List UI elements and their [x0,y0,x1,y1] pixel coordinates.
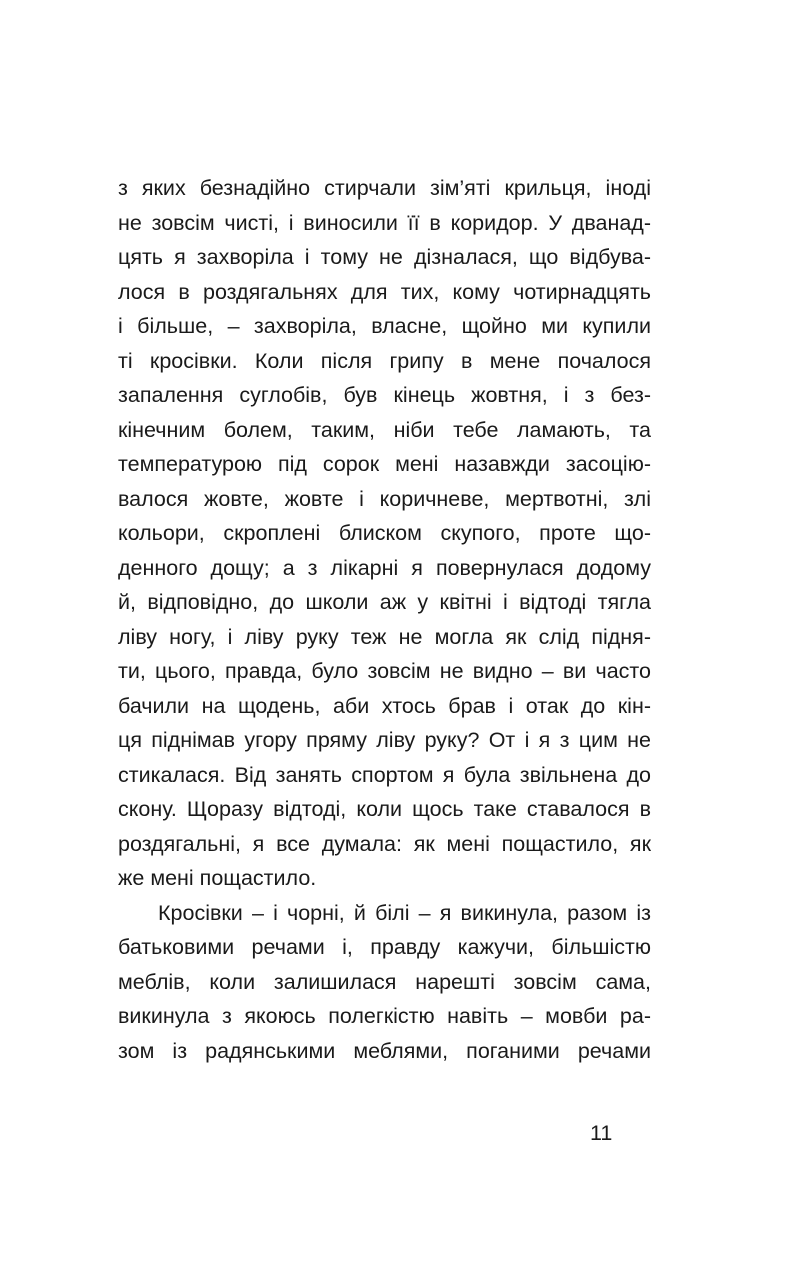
text-line: Кросівки – і чорні, й білі – я викинула, разом із [158,900,651,925]
text-line: валося жовте, жовте і коричневе, мертвотні, злі [118,486,651,511]
text-line: кольори, скроплені блиском скупого, проте що- [118,521,651,545]
text-line: ти, цього, правда, було зовсім не видно – ви часто [118,659,651,683]
text-line: зом із радянськими меблями, поганими речами [118,1038,651,1063]
text-line: бачили на щодень, аби хтось брав і отак до кін- [118,693,651,718]
text-line: скону. Щоразу відтоді, коли щось таке ставалося в [118,797,651,821]
text-line: викинула з якоюсь полегкістю навіть – мовби ра- [118,1004,651,1028]
text-line: з яких безнадійно стирчали зім’яті крильця, іноді [118,176,651,200]
text-line: стикалася. Від занять спортом я була звільнена до [118,762,651,787]
text-line: ті кросівки. Коли після грипу в мене почалося [118,348,651,373]
text-line: ця піднімав угору пряму ліву руку? От і я з цим не [118,728,651,752]
paragraph-2 [118,896,651,1069]
page-number: 11 [590,1121,613,1145]
text-line: кінечним болем, таким, ніби тебе ламають, та [118,417,651,442]
text-line: і більше, – захворіла, власне, щойно ми купили [118,314,651,338]
paragraph-1 [118,171,651,896]
text-line: температурою під сорок мені назавжди засоцію- [118,452,651,476]
text-line: же мені пощастило. [118,866,317,890]
text-line: й, відповідно, до школи аж у квітні і відтоді тягла [118,590,651,614]
text-line: денного дощу; а з лікарні я повернулася додому [118,555,651,580]
text-line: лося в роздягальнях для тих, кому чотирнадцять [118,279,651,304]
text-line: запалення суглобів, був кінець жовтня, і з без- [118,383,651,407]
text-line: роздягальні, я все думала: як мені пощастило, як [118,831,651,856]
text-line: батьковими речами і, правду кажучи, більшістю [118,935,651,959]
body-text [118,171,651,1068]
text-line: не зовсім чисті, і виносили її в коридор. У дванад- [118,210,651,235]
text-line: меблів, коли залишилася нарешті зовсім сама, [118,969,651,994]
text-line: ліву ногу, і ліву руку теж не могла як слід підня- [118,624,651,649]
text-line: цять я захворіла і тому не дізналася, що відбува- [118,245,651,269]
